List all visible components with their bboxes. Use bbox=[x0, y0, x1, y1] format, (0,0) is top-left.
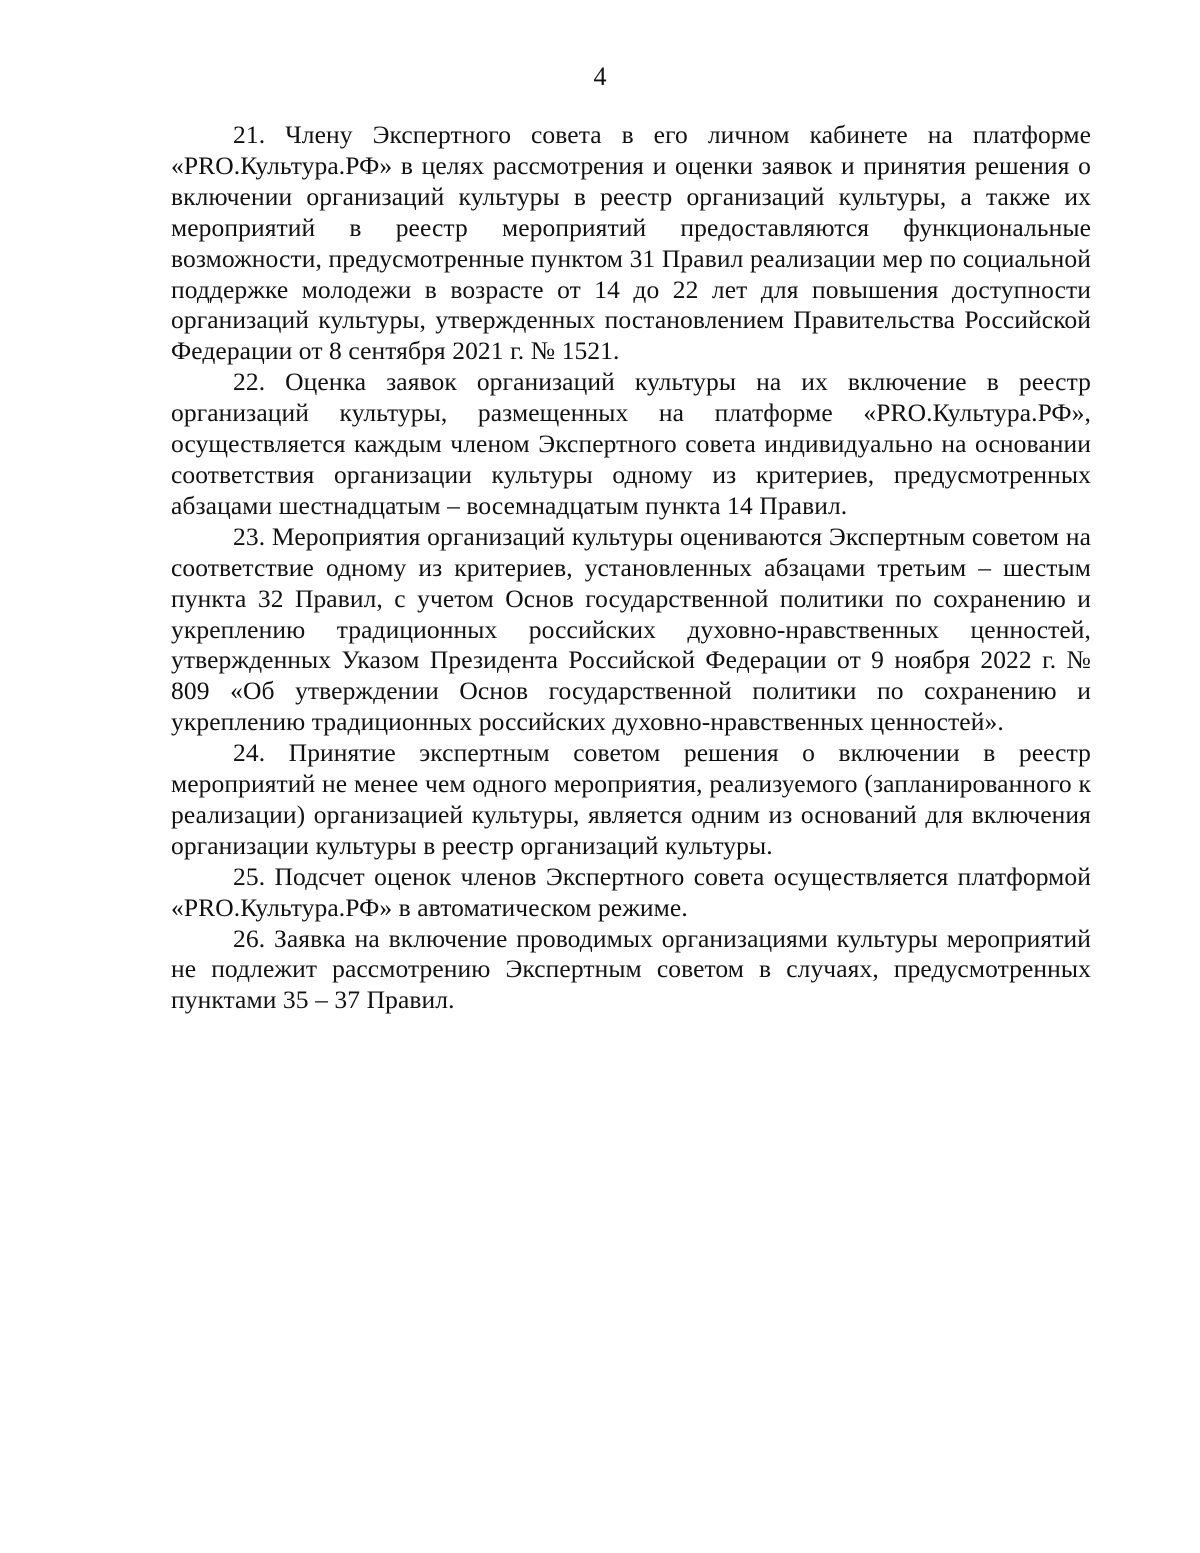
paragraph-24: 24. Принятие экспертным советом решения о включении в реестр мероприятий не менее чем одного мероприятия, реализуемого (запланированного к реализации) организацией культуры, является одним из оснований для включения организации культуры в реестр организаций культуры. bbox=[171, 738, 1091, 860]
paragraph-23: 23. Мероприятия организаций культуры оцениваются Экспертным советом на соответствие одному из критериев, установленных абзацами третьим – шестым пункта 32 Правил, с учетом Основ государственной политики по сохранению и укреплению традиционных российских духовно-нравственных ценностей, утвержденных Указом Президента Российской Федерации от 9 ноября 2022 г. № 809 «Об утверждении Основ государственной политики по сохранению и укреплению традиционных российских духовно-нравственных ценностей». bbox=[171, 521, 1091, 737]
paragraph-25: 25. Подсчет оценок членов Экспертного совета осуществляется платформой «PRO.Культура.РФ» в автоматическом режиме. bbox=[171, 861, 1091, 922]
page-number: 4 bbox=[593, 62, 607, 91]
paragraph-26: 26. Заявка на включение проводимых организациями культуры мероприятий не подлежит рассмотрению Экспертным советом в случаях, предусмотренных пунктами 35 – 37 Правил. bbox=[171, 923, 1091, 1015]
document-body bbox=[171, 120, 1091, 1016]
paragraph-21: 21. Члену Экспертного совета в его личном кабинете на платформе «PRO.Культура.РФ» в целях рассмотрения и оценки заявок и принятия решения о включении организаций культуры в реестр организаций культуры, а также их мероприятий в реестр мероприятий предоставляются функциональные возможности, предусмотренные пунктом 31 Правил реализации мер по социальной поддержке молодежи в возрасте от 14 до 22 лет для повышения доступности организаций культуры, утвержденных постановлением Правительства Российской Федерации от 8 сентября 2021 г. № 1521. bbox=[171, 120, 1091, 366]
paragraph-22: 22. Оценка заявок организаций культуры на их включение в реестр организаций культуры, размещенных на платформе «PRO.Культура.РФ», осуществляется каждым членом Экспертного совета индивидуально на основании соответствия организации культуры одному из критериев, предусмотренных абзацами шестнадцатым – восемнадцатым пункта 14 Правил. bbox=[171, 367, 1091, 520]
